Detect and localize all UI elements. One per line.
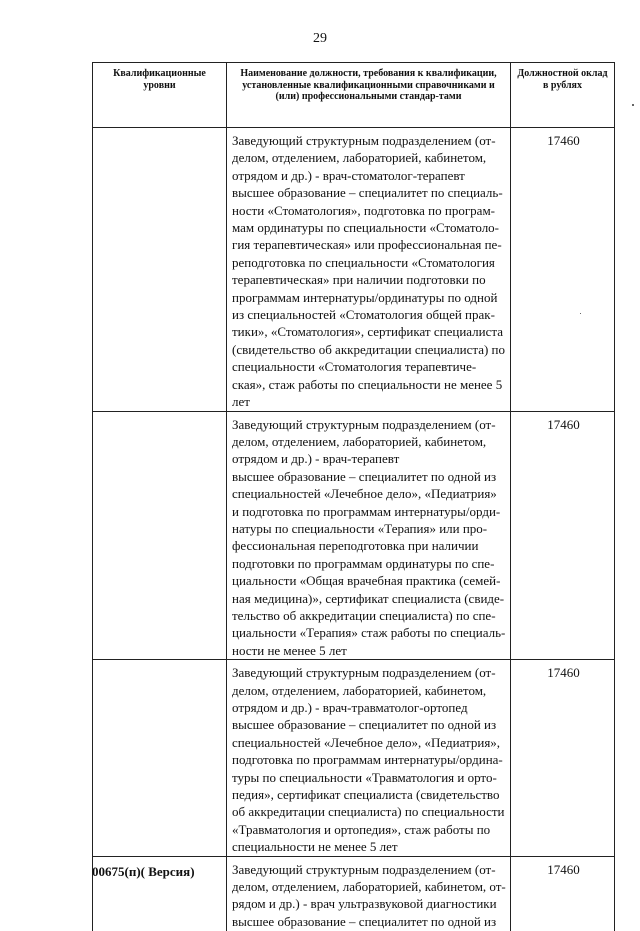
salary-cell: 17460 <box>511 411 615 660</box>
position-cell <box>227 128 511 412</box>
position-description: Заведующий структурным подразделением (от- делом, отделением, лабораторией, кабинетом, отрядом и др.) - врач-терапевт высшее образование – специалитет по одной из специальностей «Лечебное дело», «Педиатрия» и подготовка по программам интернатуры/орди- натуры по специальности «Терапия» или про- фессиональная переподготовка при наличии подготовки по программам ординатуры по спе- циальности «Общая врачебная практика (семей- ная медицина)», сертификат специалиста (свиде- тельство об аккредитации специалиста) по спе- циальности «Терапия» стаж работы по специаль- ности не менее 5 лет <box>232 416 506 658</box>
document-code: 00675(п)( Версия) <box>92 864 195 879</box>
salary-cell: 17460 <box>511 856 615 931</box>
level-cell <box>93 411 227 660</box>
position-cell <box>227 660 511 856</box>
table-row <box>93 411 615 660</box>
header-qualification-levels: Квалификационные уровни <box>93 63 227 128</box>
position-cell <box>227 856 511 931</box>
level-cell <box>93 660 227 856</box>
position-cell <box>227 411 511 660</box>
salary-cell: 17460 <box>511 660 615 856</box>
level-cell <box>93 128 227 412</box>
scan-speck <box>632 104 634 106</box>
position-description: Заведующий структурным подразделением (от- делом, отделением, лабораторией, кабинетом, от- рядом и др.) - врач ультразвуковой диагностики высшее образование – специалитет по одной из <box>232 861 506 929</box>
header-position-requirements: Наименование должности, требования к квалификации, установленные квалификационными справочниками и (или) профессиональными стандар-тами <box>227 63 511 128</box>
scan-speck <box>580 313 581 314</box>
salary-cell: 17460 <box>511 128 615 412</box>
table-row <box>93 128 615 412</box>
header-salary: Должностной оклад в рублях <box>511 63 615 128</box>
table-row <box>93 660 615 856</box>
position-description: Заведующий структурным подразделением (от- делом, отделением, лабораторией, кабинетом, отрядом и др.) - врач-травматолог-ортопед высшее образование – специалитет по одной из специальностей «Лечебное дело», «Педиатрия», подготовка по программам интернатуры/ордина- туры по специальности «Травматология и орто- педия», сертификат специалиста (свидетельство об аккредитации специалиста) по специальности «Травматология и ортопедия», стаж работы по специальности не менее 5 лет <box>232 665 505 855</box>
position-description: Заведующий структурным подразделением (от- делом, отделением, лабораторией, кабинетом, отрядом и др.) - врач-стоматолог-терапевт высшее образование – специалитет по специаль- ности «Стоматология», подготовка по програм- мам ординатуры по специальности «Стоматоло- гия терапевтическая» или профессиональная пе- реподготовка по специальности «Стоматология терапевтическая» при наличии подготовки по программам интернатуры/ординатуры по одной из специальностей «Стоматология общей прак- тики», «Стоматология», сертификат специалиста (свидетельство об аккредитации специалиста) по специальности «Стоматология терапевтиче- ская», стаж работы по специальности не менее 5 лет <box>232 133 506 410</box>
qualification-table <box>92 62 615 931</box>
page-number: 29 <box>313 31 327 46</box>
table-header-row <box>93 63 615 128</box>
